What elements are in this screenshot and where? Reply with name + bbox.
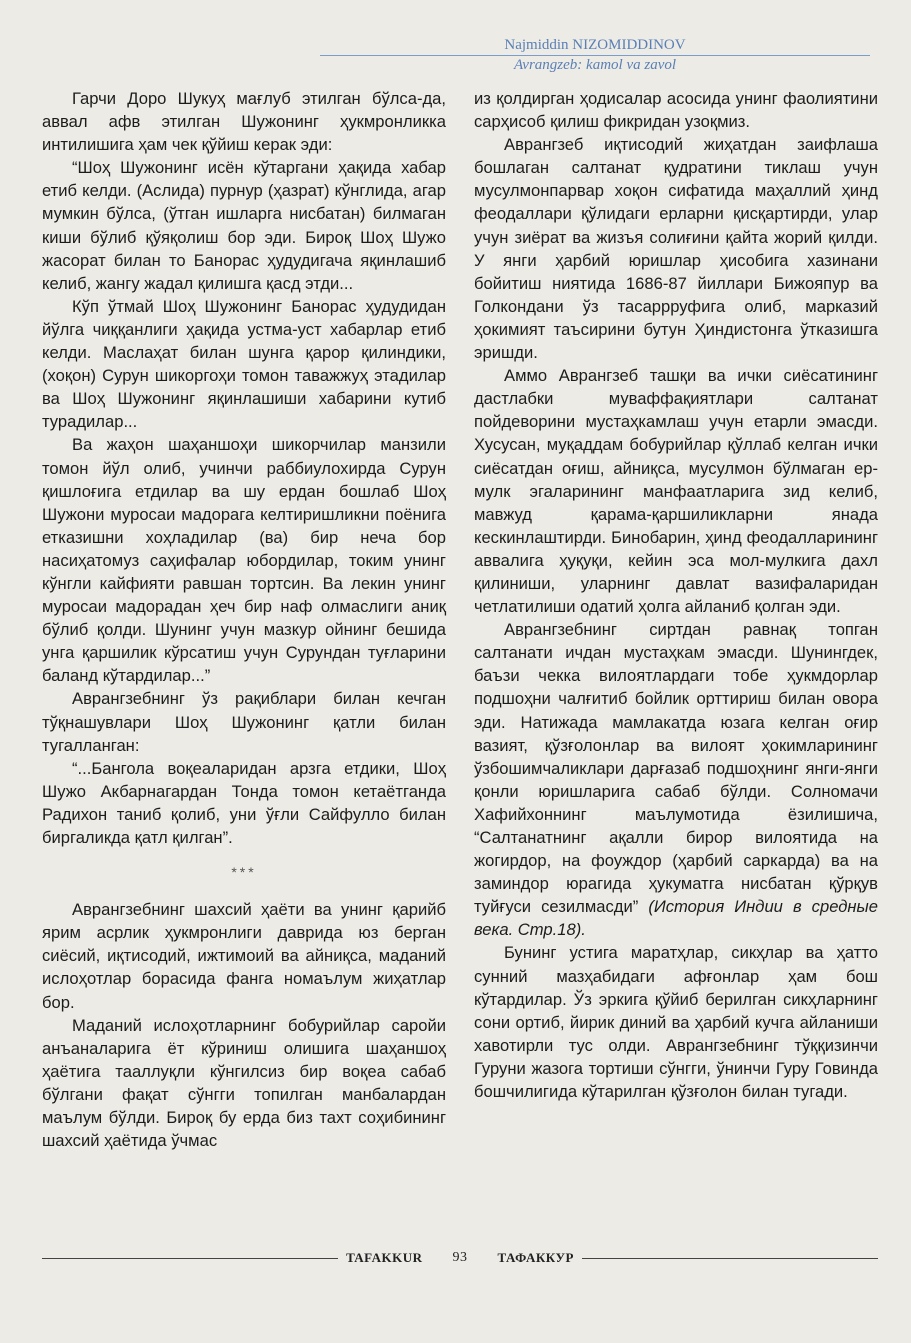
right-column bbox=[474, 87, 878, 1103]
section-separator: *** bbox=[231, 864, 257, 881]
page-number: 93 bbox=[452, 1250, 468, 1265]
header-title: Avrangzeb: kamol va zavol bbox=[513, 57, 677, 73]
paragraph: Бунинг устига маратҳлар, сикҳлар ва ҳатто сунний мазҳабидаги афғонлар ҳам бош кўтардилар. Ўз эркига қўйиб берилган сикҳларнинг сони ортиб, йирик диний ва ҳарбий кучга айланиши хавотирли тус олди. Аврангзебнинг тўққизинчи Гуруни жазога тортиши сўнгги, ўнинчи Гуру Говинда бошчилигида кўтарилган қўзғолон билан тугади. bbox=[474, 943, 878, 1102]
paragraph: Маданий ислоҳотларнинг бобурийлар саройи анъаналарига ёт кўриниш олишига шаҳаншоҳ ҳаётига тааллуқли кўнгилсиз бир воқеа сабаб бўлгани фақат сўнгги топилган манбалардан маълум бўлди. Бироқ бу ерда биз тахт соҳибининг шахсий ҳаётида ўчмас bbox=[42, 1015, 446, 1151]
citation: (История Индии в средные века. Стр.18). bbox=[474, 897, 878, 940]
quote-paragraph: Кўп ўтмай Шоҳ Шужонинг Банорас ҳудудидан йўлга чиққанлиги ҳақида устма-уст хабарлар етиб келди. Маслаҳат билан шунга қарор қилиндики, (хоқон) Сурун шикоргоҳи томон таважжуҳ этадилар ва Шоҳ Шужонинг яқинлашиши хабарини кутиб турадилар... bbox=[42, 296, 446, 432]
quote-paragraph: “...Бангола воқеаларидан арзга етдики, Шоҳ Шужо Акбарнагардан Тонда томон кетаётганда Радихон таниб қолиб, уни ўғли Сайфулло билан биргаликда қатл қилган”. bbox=[42, 758, 446, 847]
page-footer bbox=[42, 1250, 878, 1266]
paragraph: Аврангзебнинг ўз рақиблари билан кечган тўқнашувлари Шоҳ Шужонинг қатли билан тугалланган: bbox=[42, 689, 446, 755]
running-header bbox=[320, 36, 870, 74]
paragraph: Гарчи Доро Шукуҳ мағлуб этилган бўлса-да, аввал афв этилган Шужонинг ҳукмронликка интилишига ҳам чек қўйиш керак эди: bbox=[42, 89, 446, 155]
paragraph: Аврангзеб иқтисодий жиҳатдан заифлаша бошлаган салтанат қудратини тиклаш учун мусулмонпарвар хоқон сифатида маҳаллий ҳинд феодаллари қўлидаги ерларни қисқартирди, улар учун зиёрат ва жизъя солиғини қайта жорий қилди. У янги ҳарбий юришлар ҳисобига хазинани бойитиш ниятида 1686-87 йиллари Бижояпур ва Голкондани ўз тасаррруфига олиб, марказий ҳокимият таъсирини бутун Ҳиндистонга ўтказишга эришди. bbox=[474, 135, 878, 363]
quote-paragraph: “Шоҳ Шужонинг исён кўтаргани ҳақида хабар етиб келди. (Аслида) пурнур (ҳазрат) кўнглида, агар мумкин бўлса, (ўтган ишларга нисбатан) билмаган киши бўлиб қўяқолиш бор эди. Бироқ Шоҳ Шужо жасорат билан то Банорас ҳудудигача яқинлашиб келиб, жангу жадал қилишга қасд этди... bbox=[42, 158, 446, 293]
footer-rule-left bbox=[42, 1258, 338, 1259]
quote-paragraph: Ва жаҳон шаҳаншоҳи шикорчилар манзили томон йўл олиб, учинчи раббиулохирда Сурун қишлоғига етдилар ва шу ердан бошлаб Шоҳ Шужони муросаи мадорага келтиришликни поёнига етказишни хоҳладилар (ва) бир неча бор насиҳатомуз саҳифалар юбордилар, токим унинг кўнгли кайфияти равшан тортсин. Ва лекин унинг муросаи мадорадан ҳеч бир наф олмаслиги аниқ бўлиб қолди. Шунинг учун мазкур ойнинг бешида унга қаршилик кўрсатиш учун Сурундан туғларини баланд кўтардилар...” bbox=[42, 435, 446, 686]
paragraph-continued: из қолдирган ҳодисалар асосида унинг фаолиятини сарҳисоб қилиш фикридан узоқмиз. bbox=[474, 89, 878, 132]
header-author: Najmiddin NIZOMIDDINOV bbox=[504, 37, 686, 53]
footer-rule-right bbox=[582, 1258, 878, 1259]
paragraph bbox=[474, 618, 878, 941]
footer-journal-cyrillic: ТАФАККУР bbox=[497, 1250, 574, 1265]
paragraph: Аврангзебнинг шахсий ҳаёти ва унинг қарийб ярим асрлик ҳукмронлиги даврида юз берган сиёсий, иқтисодий, ижтимоий ва айниқса, маданий ислоҳотлар борасида фанга номаълум жиҳатлар бор. bbox=[42, 900, 446, 1012]
footer-journal-latin: TAFAKKUR bbox=[346, 1250, 423, 1265]
paragraph: Аммо Аврангзеб ташқи ва ички сиёсатининг дастлабки муваффақиятлари салтанат пойдеворини мустаҳкамлаш учун етарли эмасди. Хусусан, муқаддам бобурийлар қўллаб келган ички сиёсатдан оғиш, айниқса, мусулмон бўлмаган ер-мулк эгаларининг манфаатларига зид келиб, мавжуд қарама-қаршиликларни янада кескинлаштирди. Бинобарин, ҳинд феодалларининг аввалига ҳуқуқи, кейин эса мол-мулкига дахл қилиниши, уларнинг давлат вазифаларидан четлатилиши одатий ҳолга айланиб қолган эди. bbox=[474, 366, 878, 617]
paragraph-text: Аврангзебнинг сиртдан равнақ топган салтанати ичдан мустаҳкам эмасди. Шунингдек, баъзи чекка вилоятлардаги тобе ҳукмдорлар подшоҳни чалғитиб бойлик орттириш билан овора эди. Натижада мамлакатда юзага келган оғир вазият, қўзғолонлар ва вилоят ҳокимларининг ўзбошимчаликлари дарғазаб подшоҳнинг янги-янги қонли юришларига сабаб бўлди. Солномачи Хафийхоннинг маълумотида ёзилишича, “Салтанатнинг ақалли бирор вилоятида на жогирдор, на фоуждор (ҳарбий саркарда) ва на заминдор юрагида ҳукуматга нисбатан қўрқув туйғуси сезилмасди” bbox=[474, 620, 878, 917]
left-column bbox=[42, 87, 446, 1152]
